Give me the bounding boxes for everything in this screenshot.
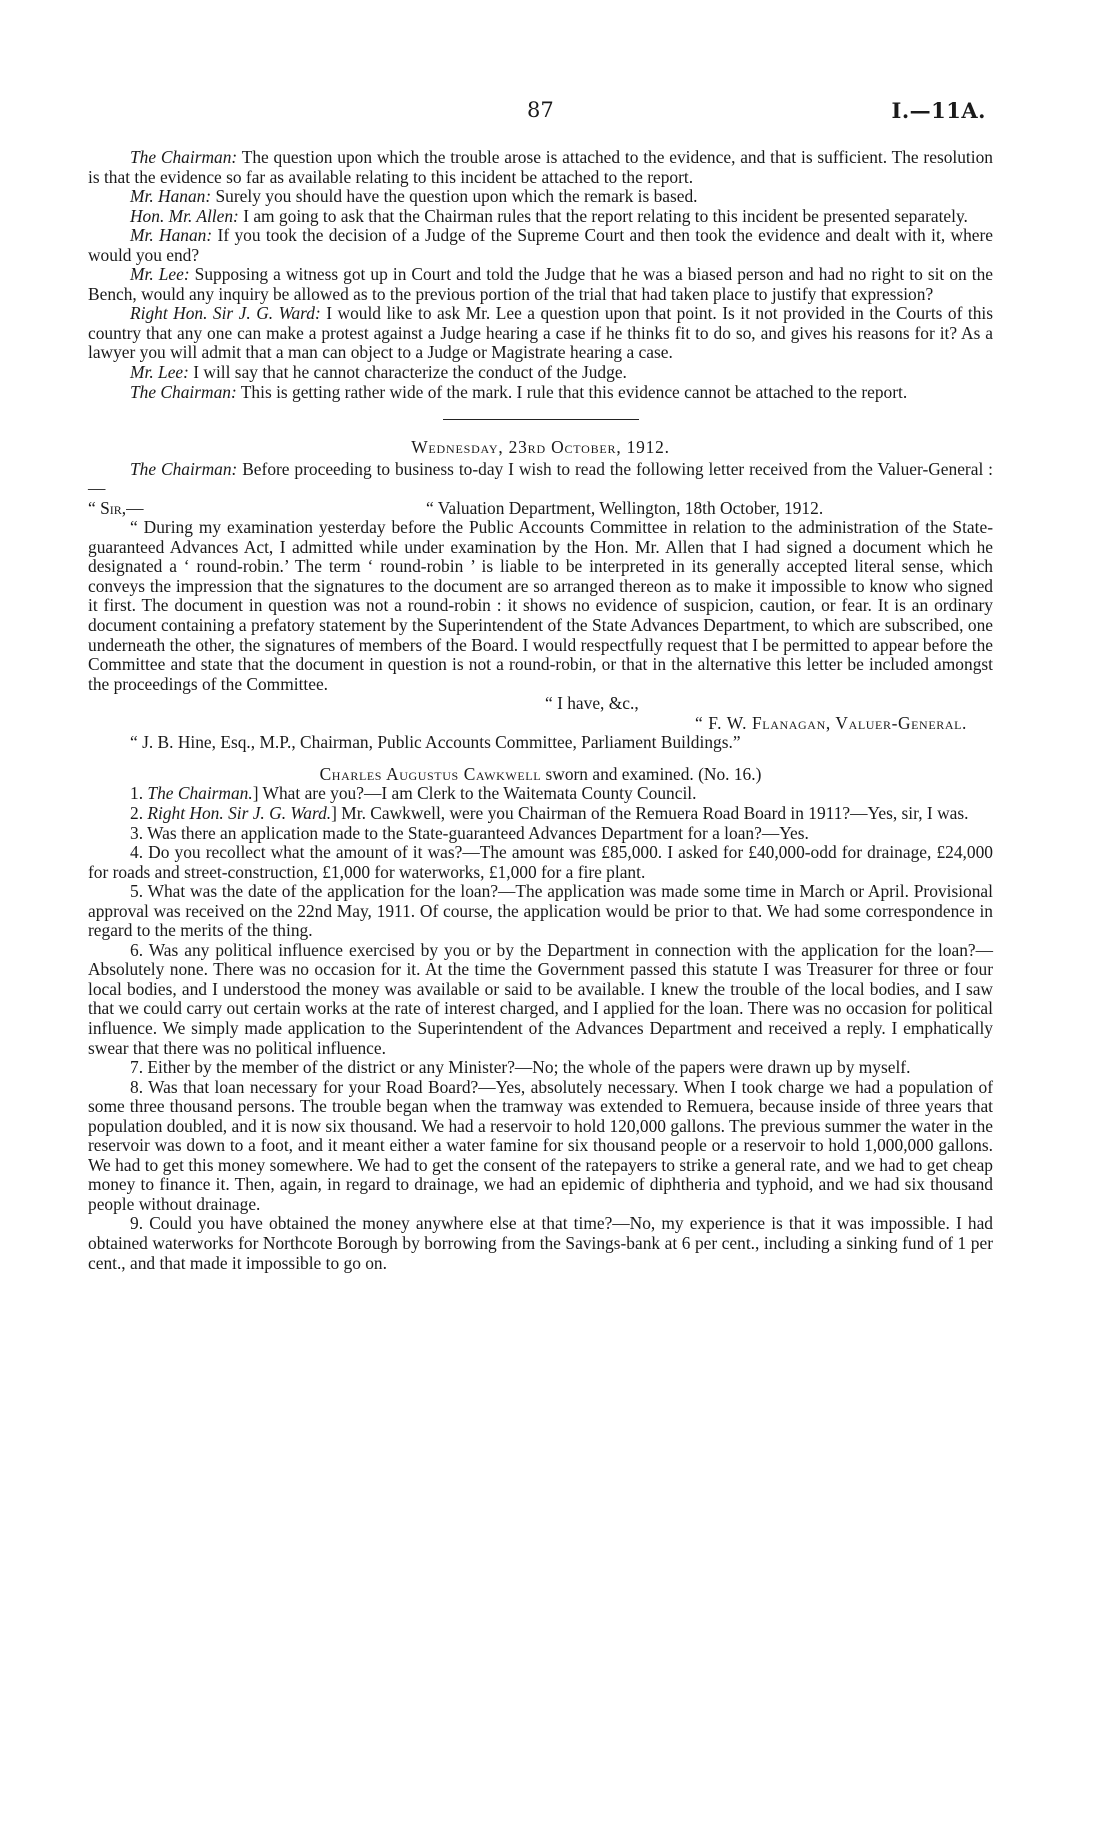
speech-text: I would like to ask Mr. Lee a question upon that point. Is it not provided in the Courts of this country that any one can make a protest against a Judge hearing a case if he thinks fit to do so, and gives his reasons for it? As a lawyer you will admit that a man can object to a Judge or Magistrate hearing a case.: [88, 303, 993, 363]
exchange-paragraph: [88, 265, 993, 304]
question-number: 1.: [130, 783, 144, 804]
section-divider: [443, 419, 639, 420]
question-number: 3.: [130, 822, 144, 843]
witness-heading: [88, 765, 993, 785]
question-text: Was that loan necessary for your Road Board?—Yes, absolutely necessary. When I took charge we had a population of some three thousand persons. The trouble began when the tramway was extended to Remuera, because inside of three years that population doubled, and it is now six thousand. We had a reservoir to hold 120,000 gallons. The previous summer the water in the reservoir was down to a foot, and it meant either a water famine for six thousand people or a reservoir to hold 1,000,000 gallons. We had to get this money somewhere. We had to get the consent of the ratepayers to strike a general rate, and we had to get cheap money to finance it. Then, again, in regard to drainage, we had an epidemic of diphtheria and typhoid, and we had six thousand people without drainage.: [88, 1076, 993, 1214]
question-paragraph: [88, 882, 993, 941]
session-date-heading: Wednesday, 23rd October, 1912.: [411, 437, 670, 458]
exchange-paragraph: [88, 304, 993, 363]
question-paragraph: [88, 941, 993, 1058]
speaker-name: Right Hon. Sir J. G. Ward:: [130, 303, 321, 324]
speech-text: If you took the decision of a Judge of the Supreme Court and then took the evidence and dealt with it, where would you end?: [88, 225, 994, 265]
question-number: 9.: [130, 1213, 144, 1234]
question-number: 5.: [130, 881, 144, 902]
letter-closing-line: [88, 694, 993, 714]
page-number: 87: [527, 98, 554, 122]
witness-name: Charles Augustus Cawkwell: [319, 763, 542, 784]
speech-text: The question upon which the trouble arose is attached to the evidence, and that is sufficient. The resolution is that the evidence so far as available relating to this incident be attached to the report.: [88, 147, 993, 187]
exchange-paragraph: [88, 363, 993, 383]
question-text: Do you recollect what the amount of it was?—The amount was £85,000. I asked for £40,000-odd for drainage, £24,000 for roads and street-construction, £1,000 for waterworks, £1,000 for a fire plant.: [88, 842, 993, 882]
question-number: 7.: [130, 1057, 144, 1078]
witness-status: sworn and examined. (No. 16.): [541, 763, 762, 784]
speech-text: Supposing a witness got up in Court and told the Judge that he was a biased person and had no right to sit on the Bench, would any inquiry be allowed as to the previous portion of the trial that had taken place to justify that expression?: [88, 264, 993, 304]
question-paragraph: [88, 784, 993, 804]
question-number: 8.: [130, 1076, 144, 1097]
speaker-name: Mr. Lee:: [130, 264, 190, 285]
document-reference: I.—11A.: [891, 98, 986, 123]
session-intro: [88, 460, 993, 499]
exchange-paragraph: [88, 226, 993, 265]
speech-text: I will say that he cannot characterize the conduct of the Judge.: [188, 362, 627, 383]
questioner-name: Right Hon. Sir J. G. Ward.: [147, 802, 332, 823]
speaker-name: The Chairman:: [130, 381, 237, 402]
speaker-name: Mr. Hanan:: [130, 225, 213, 246]
letter-opening: [88, 499, 993, 519]
speaker-name: Mr. Lee:: [130, 362, 189, 383]
question-text: Was there an application made to the State-guaranteed Advances Department for a loan?—Yes.: [147, 822, 809, 843]
speech-text: Surely you should have the question upon which the remark is based.: [211, 186, 698, 207]
question-number: 6.: [130, 939, 144, 960]
page-header: [0, 98, 1114, 128]
questioner-name: The Chairman.: [147, 783, 253, 804]
speech-text: Before proceeding to business to-day I wish to read the following letter received from the Valuer-General :—: [88, 458, 993, 499]
question-text: What was the date of the application for the loan?—The application was made some time in March or April. Provisional approval was received on the 22nd May, 1911. Of course, the application would be prior to that. We had some correspondence in regard to the merits of the thing.: [88, 881, 993, 941]
exchange-paragraph: [88, 207, 993, 227]
speaker-name: Mr. Hanan:: [130, 186, 212, 207]
speaker-name: The Chairman:: [130, 147, 238, 167]
document-body: [88, 148, 993, 1273]
letter-closing: “ I have, &c.,: [545, 693, 639, 714]
letter-dateline: “ Valuation Department, Wellington, 18th October, 1912.: [426, 497, 824, 518]
speaker-name: Hon. Mr. Allen:: [130, 205, 239, 226]
speaker-name: The Chairman:: [130, 458, 238, 479]
question-paragraph: [88, 843, 993, 882]
speech-text: This is getting rather wide of the mark. I rule that this evidence cannot be attached to the report.: [236, 381, 908, 402]
question-text: Either by the member of the district or any Minister?—No; the whole of the papers were drawn up by myself.: [147, 1057, 911, 1078]
question-text: Was any political influence exercised by you or by the Department in connection with the application for the loan?—Absolutely none. There was no occasion for it. At the time the Government passed this statute I was Treasurer for three or four local bodies, and I understood the money was available or said to be available. I knew the trouble of the local bodies, and I saw that we could carry out certain works at the rate of interest charged, and I applied for the loan. There was no occasion for political influence. We simply made application to the Superintendent of the Advances Department and received a reply. I emphatically swear that there was no political influence.: [88, 939, 993, 1058]
letter-body: “ During my examination yesterday before the Public Accounts Committee in relation to the administration of the State-guaranteed Advances Act, I admitted while under examination by the Hon. Mr. Allen that I had signed a document which he designated a ‘ round-robin.’ The term ‘ round-robin ’ is liable to be interpreted in its generally accepted literal sense, which conveys the impression that the signatures to the document are so arranged thereon as to make it impossible to know who signed it first. The document in question was not a round-robin : it shows no evidence of suspicion, caution, or fear. It is an ordinary document containing a prefatory statement by the Superintendent of the State Advances Department, to which are subscribed, one underneath the other, the signatures of members of the Board. I would respectfully request that I be permitted to appear before the Committee and state that the document in question is not a round-robin, or that in the alternative this letter be included amongst the proceedings of the Committee.: [88, 517, 993, 694]
question-paragraph: [88, 1058, 993, 1078]
speech-text: I am going to ask that the Chairman rules that the report relating to this incident be presented separately.: [238, 205, 968, 226]
letter-salutation: “ Sir,—: [88, 497, 144, 518]
exchange-paragraph: [88, 187, 993, 207]
exchange-paragraph: [88, 148, 993, 187]
question-paragraph: [88, 824, 993, 844]
letter-signature: “ F. W. Flanagan, Valuer-General.: [695, 712, 967, 733]
question-text: ] Mr. Cawkwell, were you Chairman of the Remuera Road Board in 1911?—Yes, sir, I was.: [331, 802, 969, 823]
letter-addressee: “ J. B. Hine, Esq., M.P., Chairman, Public Accounts Committee, Parliament Buildings.”: [130, 732, 741, 753]
question-paragraph: [88, 1078, 993, 1215]
question-number: 2.: [130, 802, 144, 823]
exchange-paragraph: [88, 383, 993, 403]
question-paragraph: [88, 804, 993, 824]
question-text: ] What are you?—I am Clerk to the Waitemata County Council.: [252, 783, 697, 804]
question-text: Could you have obtained the money anywhere else at that time?—No, my experience is that it was impossible. I had obtained waterworks for Northcote Borough by borrowing from the Savings-bank at 6 per cent., including a sinking fund of 1 per cent., and that made it impossible to go on.: [88, 1213, 993, 1273]
question-paragraph: [88, 1214, 993, 1273]
question-number: 4.: [130, 842, 144, 863]
